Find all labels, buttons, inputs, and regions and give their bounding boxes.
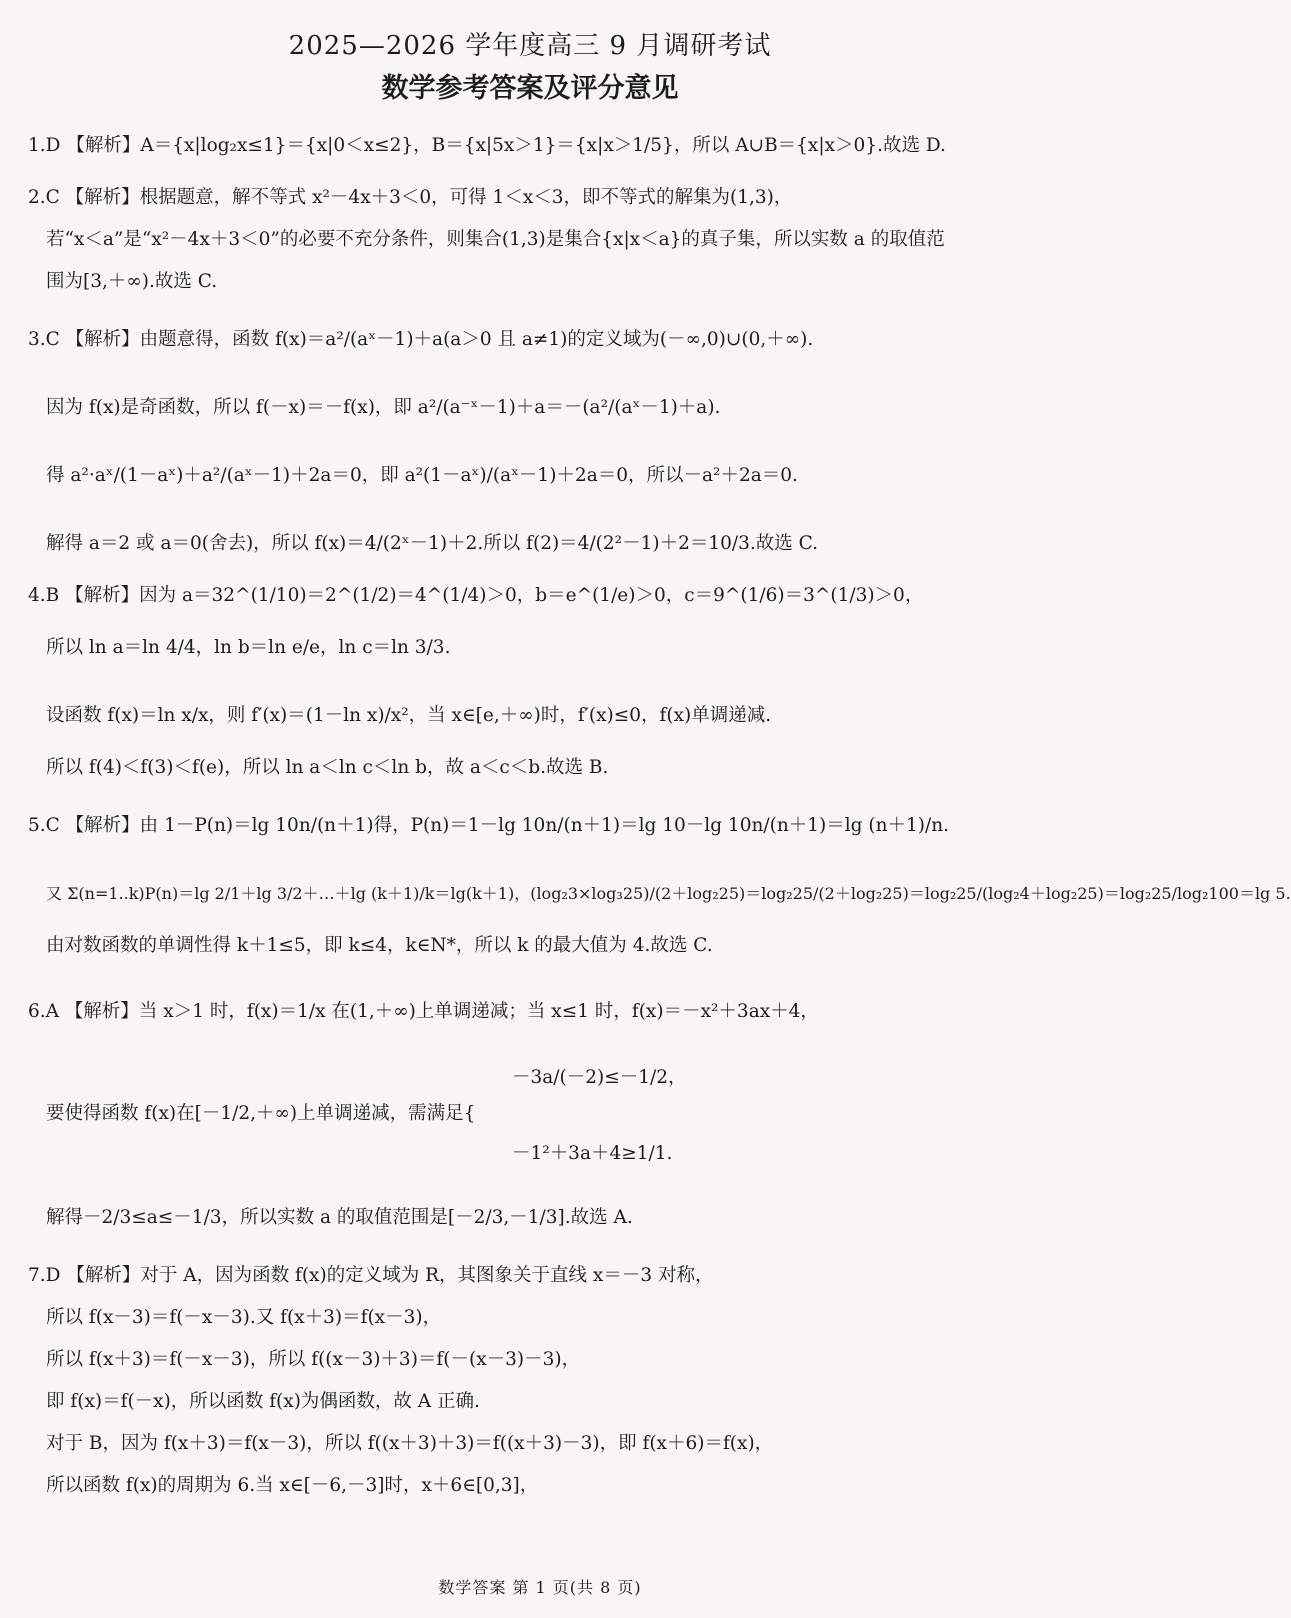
answer-7-line-5: 对于 B，因为 f(x＋3)＝f(x－3)，所以 f((x＋3)＋3)＝f((x＋3)－3)，即 f(x＋6)＝f(x)， — [46, 1433, 774, 1454]
answer-4-line-3: 设函数 f(x)＝ln x/x，则 f′(x)＝(1－ln x)/x²，当 x∈[e,＋∞)时，f′(x)≤0，f(x)单调递减. — [46, 705, 772, 726]
answer-5-line-3: 由对数函数的单调性得 k＋1≤5，即 k≤4，k∈N*，所以 k 的最大值为 4.故选 C. — [46, 935, 713, 956]
answer-5-line-1: 5.C 【解析】由 1－P(n)＝lg 10n/(n＋1)得，P(n)＝1－lg 10n/(n＋1)＝lg 10－lg 10n/(n＋1)＝lg (n＋1)/n. — [28, 815, 950, 836]
page-title: 2025—2026 学年度高三 9 月调研考试 — [288, 31, 772, 61]
answer-6-system-row-1: －3a/(－2)≤－1/2， — [512, 1067, 687, 1088]
answer-7-line-3: 所以 f(x＋3)＝f(－x－3)，所以 f((x－3)＋3)＝f(－(x－3)－3)， — [46, 1349, 581, 1370]
answer-6-system — [28, 1050, 1032, 1180]
answer-3-line-2: 因为 f(x)是奇函数，所以 f(－x)＝－f(x)，即 a²/(a⁻ˣ－1)＋a＝－(a²/(aˣ－1)＋a). — [46, 397, 721, 418]
answer-7-line-1: 7.D 【解析】对于 A，因为函数 f(x)的定义域为 R，其图象关于直线 x＝－3 对称， — [28, 1265, 714, 1286]
answer-2-line-1: 2.C 【解析】根据题意，解不等式 x²－4x＋3＜0，可得 1＜x＜3，即不等式的解集为(1,3)， — [28, 187, 793, 208]
page-footer: 数学答案 第 1 页(共 8 页) — [438, 1578, 642, 1597]
answer-4-line-2: 所以 ln a＝ln 4/4，ln b＝ln e/e，ln c＝ln 3/3. — [46, 637, 451, 658]
answer-3-line-4: 解得 a＝2 或 a＝0(舍去)，所以 f(x)＝4/(2ˣ－1)＋2.所以 f(2)＝4/(2²－1)＋2＝10/3.故选 C. — [46, 533, 819, 554]
answer-list — [28, 122, 1291, 1500]
answer-5-line-2: 又 Σ(n=1..k)P(n)＝lg 2/1＋lg 3/2＋…＋lg (k＋1)/k＝lg(k＋1)，(log₂3×log₃25)/(2＋log₂25)＝log₂25/(2＋log₂25)＝log₂25/(log₂4＋log₂25)＝log₂25/log₂100＝lg 5. — [46, 884, 1291, 903]
answer-6-system-row-2: －1²＋3a＋4≥1/1. — [512, 1143, 673, 1164]
answer-3-line-1: 3.C 【解析】由题意得，函数 f(x)＝a²/(aˣ－1)＋a(a＞0 且 a≠1)的定义域为(－∞,0)∪(0,＋∞). — [28, 329, 814, 350]
answer-6-line-1: 6.A 【解析】当 x＞1 时，f(x)＝1/x 在(1,＋∞)上单调递减；当 x≤1 时，f(x)＝－x²＋3ax＋4， — [28, 1001, 819, 1022]
page-subtitle: 数学参考答案及评分意见 — [381, 73, 679, 104]
answer-3-line-3: 得 a²·aˣ/(1－aˣ)＋a²/(aˣ－1)＋2a＝0，即 a²(1－aˣ)/(aˣ－1)＋2a＝0，所以－a²＋2a＝0. — [46, 465, 798, 486]
answer-6-line-5: 解得－2/3≤a≤－1/3，所以实数 a 的取值范围是[－2/3,－1/3].故选 A. — [46, 1207, 633, 1228]
answer-1-line-1: 1.D 【解析】A＝{x|log₂x≤1}＝{x|0＜x≤2}，B＝{x|5x＞1}＝{x|x＞1/5}，所以 A∪B＝{x|x＞0}.故选 D. — [28, 135, 946, 156]
answer-2-line-2: 若“x＜a”是“x²－4x＋3＜0”的必要不充分条件，则集合(1,3)是集合{x|x＜a}的真子集，所以实数 a 的取值范 — [46, 229, 945, 250]
answer-2-line-3: 围为[3,＋∞).故选 C. — [46, 271, 218, 292]
answer-6-line-2: 要使得函数 f(x)在[－1/2,＋∞)上单调递减，需满足{ — [46, 1103, 476, 1124]
answer-7-line-6: 所以函数 f(x)的周期为 6.当 x∈[－6,－3]时，x＋6∈[0,3]， — [46, 1475, 539, 1496]
answer-7-line-2: 所以 f(x－3)＝f(－x－3).又 f(x＋3)＝f(x－3)， — [46, 1307, 442, 1328]
answer-4-line-1: 4.B 【解析】因为 a＝32^(1/10)＝2^(1/2)＝4^(1/4)＞0，b＝e^(1/e)＞0，c＝9^(1/6)＝3^(1/3)＞0， — [28, 585, 924, 606]
answer-7-line-4: 即 f(x)＝f(－x)，所以函数 f(x)为偶函数，故 A 正确. — [46, 1391, 480, 1412]
answer-4-line-4: 所以 f(4)＜f(3)＜f(e)，所以 ln a＜ln c＜ln b，故 a＜c＜b.故选 B. — [46, 757, 609, 778]
